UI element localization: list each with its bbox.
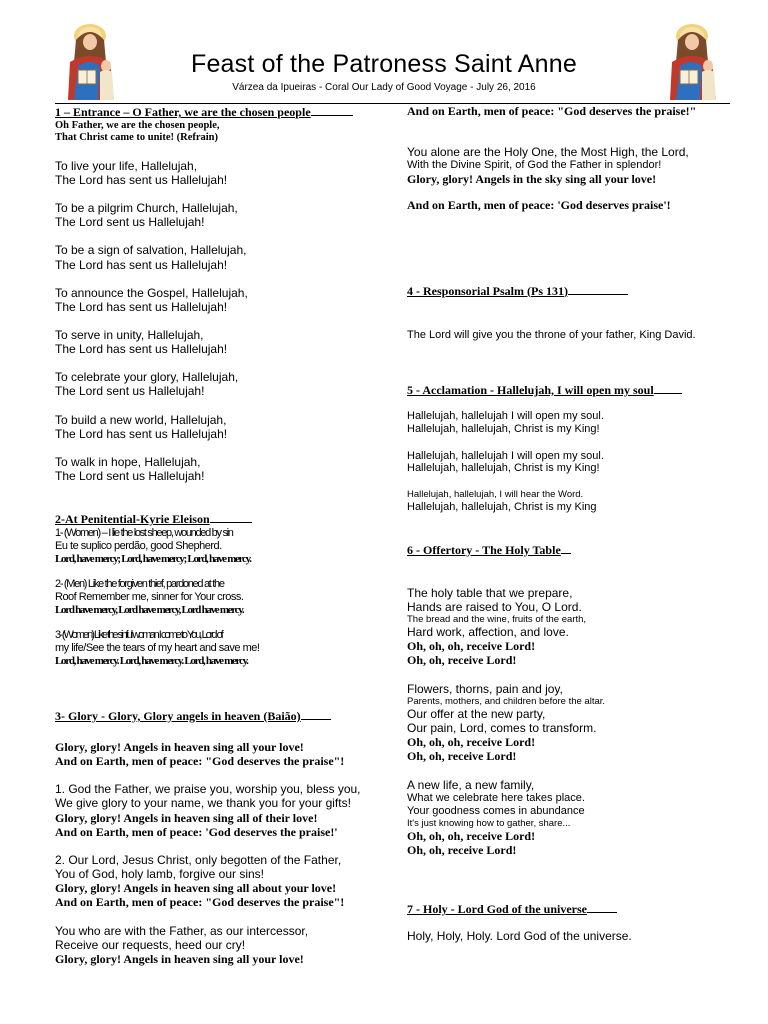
verse-line: The Lord sent us Hallelujah! [55,469,205,484]
verse-line: You who are with the Father, as our intercessor, [55,923,309,938]
response-line: Lord have mercy, Lord have mercy, Lord have mercy. [55,604,244,617]
refrain-line: Glory, glory! Angels in heaven sing all your love! [55,951,304,966]
section-heading-glory: 3- Glory - Glory, Glory angels in heaven (Baião) [55,708,395,724]
psalm-response: The Lord will give you the throne of your father, King David. [407,328,696,341]
refrain-line: Oh, oh, receive Lord! [407,653,517,668]
refrain-line: And on Earth, men of peace: "God deserves the praise!" [407,104,697,118]
section-heading-holy: 7 - Holy - Lord God of the universe [407,901,737,917]
refrain-line: Oh Father, we are the chosen people, [55,120,220,131]
refrain-line: And on Earth, men of peace: "God deserves the praise"! [55,895,345,910]
page-subtitle: Várzea da Ipueiras - Coral Our Lady of Good Voyage - July 26, 2016 [232,82,536,93]
section-heading-entrance: 1 – Entrance – O Father, we are the chosen people [55,104,395,120]
verse-line: We give glory to your name, we thank you for your gifts! [55,796,351,811]
saint-anne-image [60,22,122,100]
verse-line: Parents, mothers, and children before the altar. [407,695,606,707]
verse-line: Eu te suplico perdão, good Shepherd. [55,540,222,553]
verse-line: 2- (Men) Like the forgiven thief, pardoned at the [55,578,224,591]
verse-line: 1. God the Father, we praise you, worship you, bless you, [55,782,361,797]
section-heading-acclamation: 5 - Acclamation - Hallelujah, I will open my soul [407,382,737,398]
verse-line: To serve in unity, Hallelujah, [55,328,204,342]
verse-line: Flowers, thorns, pain and joy, [407,681,563,696]
verse-line: Your goodness comes in abundance [407,804,585,817]
verse-line: Roof Remember me, sinner for Your cross. [55,591,244,604]
refrain-line: Oh, oh, oh, receive Lord! [407,828,536,843]
verse-line: The Lord has sent us Hallelujah! [55,426,228,441]
verse-line: With the Divine Spirit, of God the Father in splendor! [407,159,662,172]
verse-line: Holy, Holy, Holy. Lord God of the universe. [407,929,632,944]
verse-line: 1- (Women) – I lie the lost sheep, wounded by sin [55,527,233,540]
refrain-line: Glory, glory! Angels in heaven sing all your love! [55,739,304,754]
verse-line: Our offer at the new party, [407,706,546,721]
page-header [0,0,768,106]
acclamation-line: Hallelujah, hallelujah, Christ is my King [407,500,597,513]
verse-line: The Lord has sent us Hallelujah! [55,342,228,357]
verse-line: my life/See the tears of my heart and save me! [55,642,260,655]
verse-line: You of God, holy lamb, forgive our sins! [55,867,265,882]
verse-line: The holy table that we prepare, [407,585,573,600]
right-column [407,104,737,943]
verse-line: To live your life, Hallelujah, [55,158,198,173]
verse-line: Receive our requests, heed our cry! [55,937,246,952]
acclamation-line: Hallelujah, hallelujah, Christ is my King! [407,422,600,435]
refrain-line: Oh, oh, oh, receive Lord! [407,735,536,750]
refrain-line: Glory, glory! Angels in heaven sing all of their love! [55,810,318,825]
verse-line: 2. Our Lord, Jesus Christ, only begotten of the Father, [55,852,342,867]
refrain-line: And on Earth, men of peace: 'God deserves praise'! [407,198,671,213]
verse-line: The Lord has sent us Hallelujah! [55,257,228,272]
verse-line: To build a new world, Hallelujah, [55,412,227,427]
refrain-line: Oh, oh, oh, receive Lord! [407,639,536,654]
acclamation-line: Hallelujah, hallelujah, Christ is my King! [407,462,600,475]
verse-line: The Lord has sent us Hallelujah! [55,299,228,314]
response-line: Lord, have mercy. Lord, have mercy. Lord, have mercy. [55,655,248,667]
section-heading-psalm: 4 - Responsorial Psalm (Ps 131) [407,283,737,299]
refrain-line: Glory, glory! Angels in the sky sing all your love! [407,172,657,187]
verse-line: A new life, a new family, [407,777,535,792]
section-heading-offertory: 6 - Offertory - The Holy Table [407,542,737,558]
verse-line: The Lord has sent us Hallelujah! [55,172,228,187]
section-heading-kyrie: 2-At Penitential-Kyrie Eleison [55,511,395,527]
verse-line: You alone are the Holy One, the Most High, the Lord, [407,145,689,160]
verse-line: The Lord sent us Hallelujah! [55,215,205,230]
refrain-line: And on Earth, men of peace: "God deserves the praise"! [55,754,345,769]
acclamation-line: Hallelujah, hallelujah, I will hear the Word. [407,489,584,501]
refrain-line: Glory, glory! Angels in heaven sing all about your love! [55,881,337,896]
verse-line: The Lord sent us Hallelujah! [55,384,205,399]
verse-line: The bread and the wine, fruits of the earth, [407,613,587,625]
verse-line: Hands are raised to You, O Lord. [407,599,582,614]
refrain-line: And on Earth, men of peace: 'God deserves the praise!' [55,824,338,839]
verse-line: It's just knowing how to gather, share... [407,817,571,829]
verse-line: To announce the Gospel, Hallelujah, [55,285,248,300]
page-title: Feast of the Patroness Saint Anne [190,50,577,78]
acclamation-line: Hallelujah, hallelujah I will open my soul. [407,409,604,422]
verse-line: To be a sign of salvation, Hallelujah, [55,243,247,258]
verse-line: 3- (Women) Like the sinful woman I come to You, Lord of [55,629,222,642]
verse-line: To be a pilgrim Church, Hallelujah, [55,201,238,216]
saint-anne-image [662,22,724,100]
refrain-line: Oh, oh, receive Lord! [407,749,517,764]
refrain-line: Oh, oh, receive Lord! [407,843,517,858]
response-line: Lord, have mercy; Lord, have mercy; Lord, have mercy. [55,553,251,566]
verse-line: Our pain, Lord, comes to transform. [407,721,597,736]
left-column [55,104,395,966]
verse-line: To walk in hope, Hallelujah, [55,454,201,469]
verse-line: Hard work, affection, and love. [407,625,569,640]
verse-line: What we celebrate here takes place. [407,791,585,804]
verse-line: To celebrate your glory, Hallelujah, [55,370,239,385]
acclamation-line: Hallelujah, hallelujah I will open my soul. [407,449,604,462]
refrain-line: That Christ came to unite! (Refrain) [55,132,219,144]
